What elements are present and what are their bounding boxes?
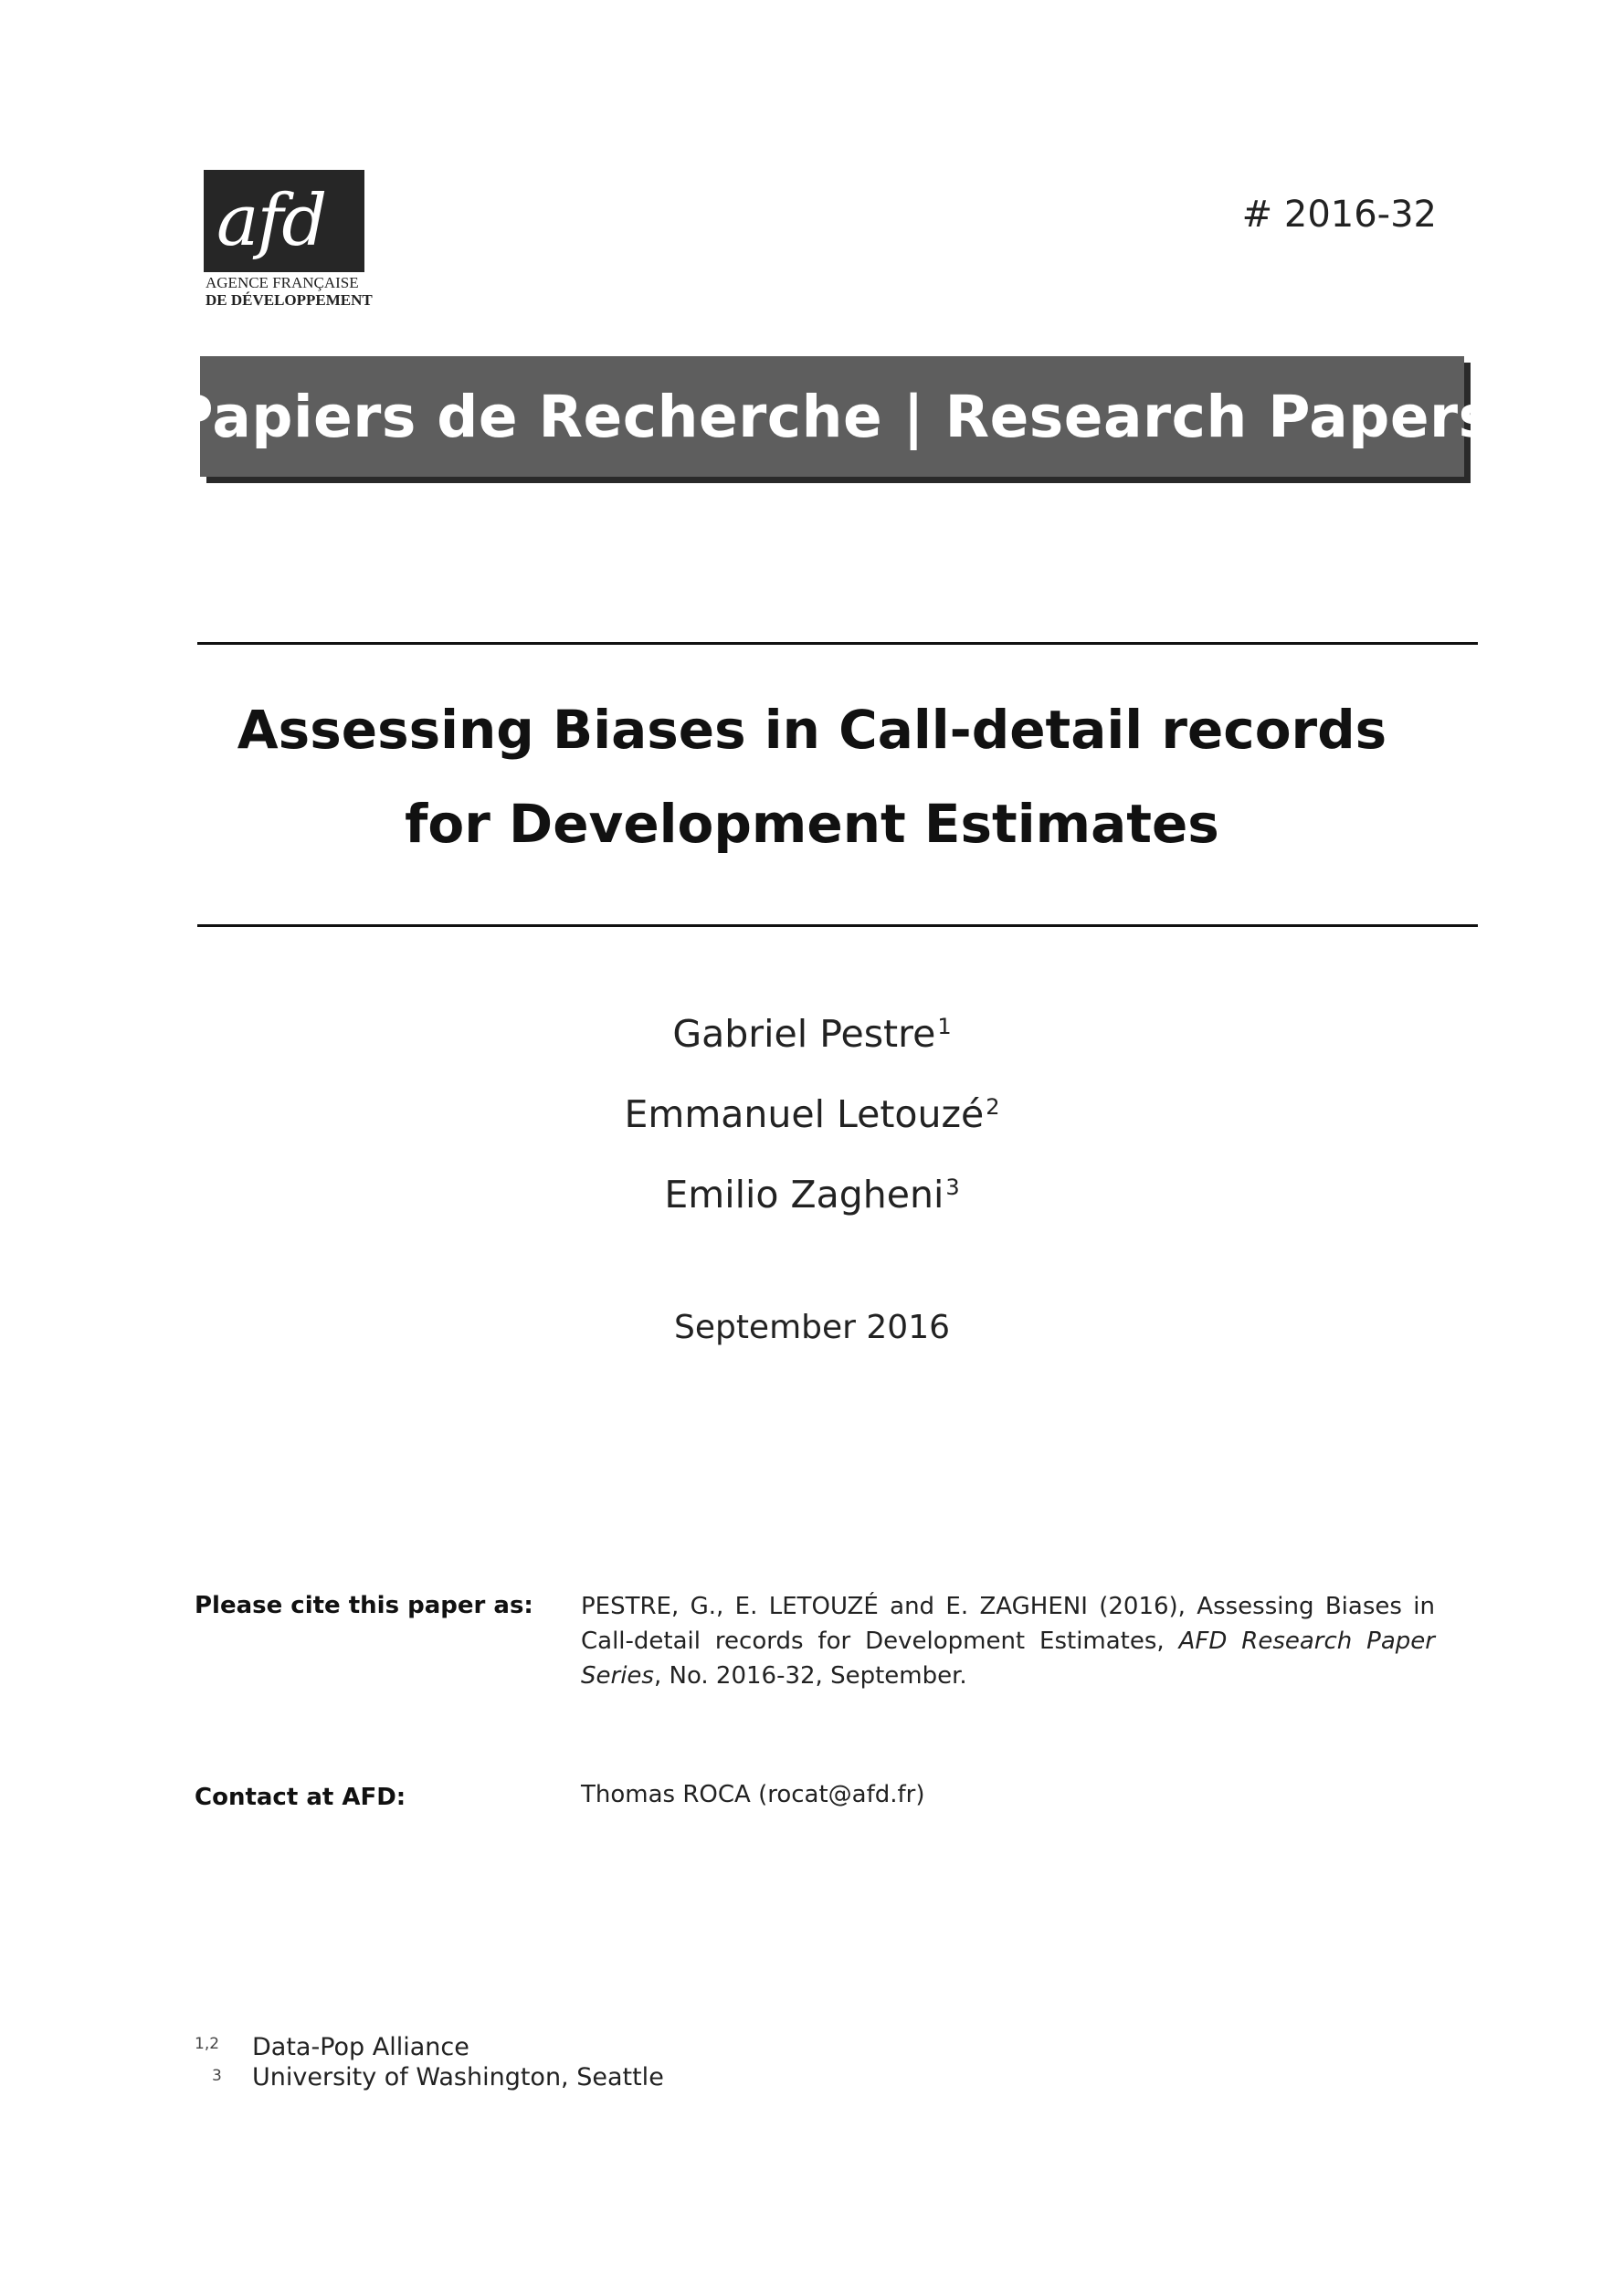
paper-title-line1: Assessing Biases in Call-detail records [237,699,1387,761]
footnote-mark-1: 1,2 [195,2035,220,2053]
author-name: Emilio Zagheni [664,1173,944,1217]
citation-series: AFD Research Paper Series [581,1628,1435,1690]
author-name: Emmanuel Letouzé [624,1092,985,1136]
title-rule-bottom [197,924,1478,927]
footnote-1: Data-Pop Alliance [252,2033,469,2061]
paper-number: # 2016-32 [1241,194,1437,236]
author-footnote-mark: 1 [937,1014,952,1039]
contact-label: Contact at AFD: [195,1784,406,1811]
author-name: Gabriel Pestre [672,1012,936,1056]
author-footnote-mark: 3 [945,1175,960,1200]
afd-logo-box [204,170,364,272]
citation-text-end: , No. 2016-32, September. [653,1662,967,1690]
author-2 [0,1092,1624,1136]
author-footnote-mark: 2 [986,1094,1000,1120]
afd-logo-line2: DE DÉVELOPPEMENT [206,291,373,309]
citation-label: Please cite this paper as: [195,1592,533,1619]
contact-value: Thomas ROCA (rocat@afd.fr) [581,1781,925,1808]
author-3 [0,1173,1624,1217]
citation-text [581,1589,1435,1693]
footnote-mark-2: 3 [212,2067,222,2085]
citation-text-start: PESTRE, G., E. LETOUZÉ and E. ZAGHENI (2016), Assessing Biases in Call-detail records for Development Estimates, [581,1593,1435,1655]
series-banner-text: Papiers de Recherche | Research Papers [171,383,1493,450]
afd-logo-line1: AGENCE FRANÇAISE [206,274,359,291]
afd-logo [204,170,373,309]
author-1 [0,1012,1624,1056]
publication-date: September 2016 [673,1309,951,1346]
series-banner [171,356,1493,477]
footnote-2: University of Washington, Seattle [252,2063,664,2091]
title-rule-top [197,642,1478,645]
afd-logo-mark: afd [216,180,326,262]
paper-title-line2: for Development Estimates [405,793,1219,855]
